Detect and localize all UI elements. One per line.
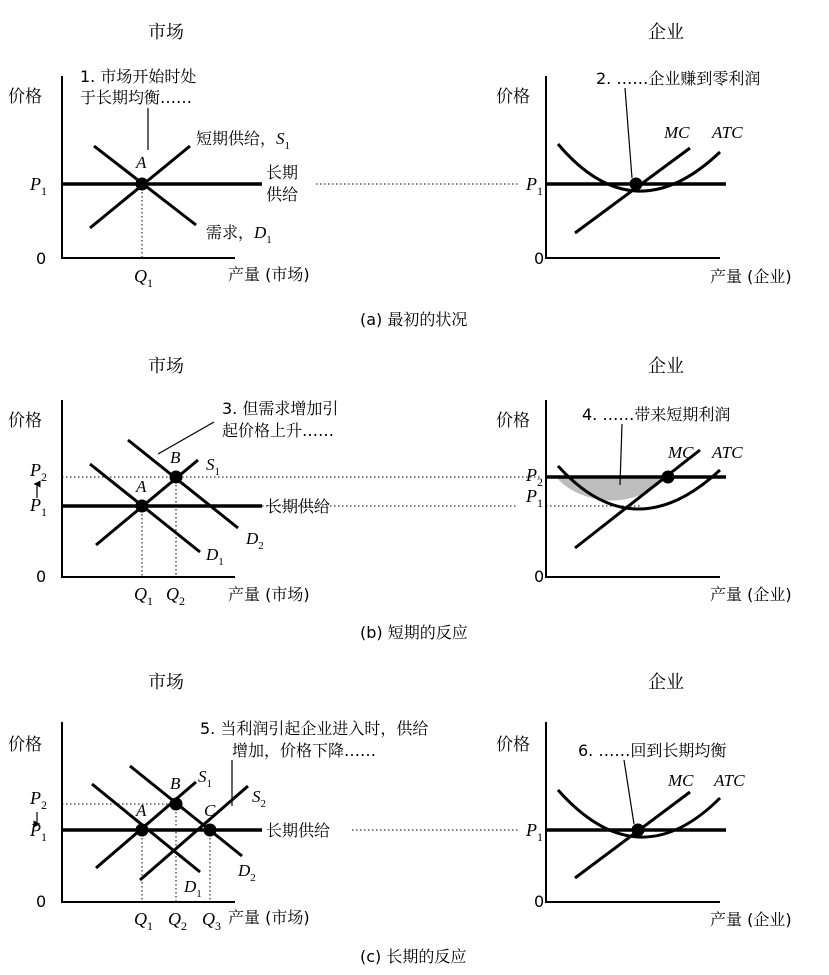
panel-a-note-1-line1: 1. 市场开始时处 (80, 67, 197, 86)
panel-a-note-2: 2. ……企业赚到零利润 (596, 69, 761, 88)
panel-c-s1-label: $S_1$ (198, 767, 212, 790)
panel-b-firm-output-dot (662, 471, 675, 484)
panel-c-firm-equilibrium-dot (632, 824, 645, 837)
panel-c-market-y-label: 价格 (8, 735, 42, 755)
panel-a-firm-equilibrium-dot (630, 178, 643, 191)
panel-c-point-a-dot (136, 824, 149, 837)
panel-c-firm-origin: 0 (534, 892, 545, 911)
panel-a-p1-label: $P_1$ (30, 174, 47, 198)
panel-b-firm-title: 企业 (648, 356, 684, 377)
panel-c-q3-label: $Q_3$ (202, 909, 221, 933)
panel-a-firm-x-label: 产量 (企业) (710, 267, 792, 286)
panel-b-d2-label: $D_2$ (246, 529, 264, 552)
panel-b-p1-label: $P_1$ (30, 495, 47, 519)
panel-a-caption: (a) 最初的状况 (360, 310, 468, 329)
panel-c-s2-label: $S_2$ (252, 787, 266, 810)
panel-a-market-origin: 0 (36, 249, 47, 268)
panel-c-mc-label: MC (668, 771, 694, 790)
panel-c-point-b-dot (170, 798, 183, 811)
panel-a-market-title: 市场 (148, 22, 184, 43)
panel-b-q2-label: $Q_2$ (166, 584, 185, 608)
panel-c-d1-label: $D_1$ (184, 877, 202, 900)
panel-c-market-origin: 0 (36, 892, 47, 911)
panel-b-market-x-label: 产量 (市场) (228, 585, 310, 604)
panel-b-caption: (b) 短期的反应 (360, 623, 468, 642)
panel-c-firm-p1-label: $P_1$ (526, 820, 543, 844)
panel-b-note-3-line1: 3. 但需求增加引 (222, 399, 339, 418)
panel-a-q1-label: $Q_1$ (134, 266, 153, 290)
panel-c-point-c-dot (204, 824, 217, 837)
panel-b-market-y-label: 价格 (8, 411, 42, 431)
panel-c-q2-label: $Q_2$ (168, 909, 187, 933)
panel-c-q1-label: $Q_1$ (134, 909, 153, 933)
panel-c-point-c-label: C (204, 801, 216, 820)
panel-a-note-1-line2: 于长期均衡…… (80, 88, 193, 107)
panel-a (8, 22, 792, 329)
panel-c-point-a-label: A (136, 801, 147, 820)
panel-c-note-5-line2: 增加，价格下降…… (232, 741, 377, 760)
panel-c-note-6: 6. ……回到长期均衡 (578, 741, 727, 760)
panel-b-firm-y-label: 价格 (496, 411, 530, 431)
panel-a-firm-title: 企业 (648, 22, 684, 43)
panel-b-note-3-line2: 起价格上升…… (222, 421, 335, 440)
panel-b-q1-label: $Q_1$ (134, 584, 153, 608)
panel-c-firm-title: 企业 (648, 672, 684, 693)
panel-c-long-run-supply-label: 长期供给 (266, 821, 331, 840)
panel-b-point-b-dot (170, 471, 183, 484)
panel-b-point-a-dot (136, 500, 149, 513)
panel-b-point-b-label: B (170, 448, 181, 467)
panel-a-point-a-label: A (136, 153, 147, 172)
panel-b-long-run-supply-label: 长期供给 (266, 497, 331, 516)
panel-a-point-a-dot (136, 178, 149, 191)
panel-a-firm-y-label: 价格 (496, 87, 530, 107)
panel-a-firm-origin: 0 (534, 249, 545, 268)
panel-a-firm-p1-label: $P_1$ (526, 174, 543, 198)
panel-c-firm-x-label: 产量 (企业) (710, 910, 792, 929)
panel-b (8, 356, 792, 642)
panel-a-long-run-supply-label-line2: 供给 (266, 185, 299, 204)
panel-b-point-a-label: A (136, 477, 147, 496)
panel-c-firm-y-label: 价格 (496, 735, 530, 755)
panel-b-s1-label: $S_1$ (206, 455, 220, 478)
panel-a-market-y-label: 价格 (8, 87, 42, 107)
panel-b-firm-origin: 0 (534, 567, 545, 586)
panel-a-market-x-label: 产量 (市场) (228, 265, 310, 284)
panel-c-mc-curve (575, 792, 690, 878)
panel-c-caption: (c) 长期的反应 (360, 947, 467, 966)
panel-c-d2-label: $D_2$ (238, 861, 256, 884)
panel-a-firm-axes (546, 76, 720, 258)
panel-c-atc-label: ATC (714, 771, 745, 790)
panel-b-market-origin: 0 (36, 567, 47, 586)
panel-b-firm-p2-label: $P_2$ (526, 465, 543, 489)
panel-a-short-run-supply-label: 短期供给，$S_1$ (196, 129, 291, 152)
panel-c-p2-label: $P_2$ (30, 788, 47, 812)
panel-b-note-4: 4. ……带来短期利润 (582, 405, 731, 424)
panel-b-market-title: 市场 (148, 356, 184, 377)
panel-b-note-3-pointer (158, 422, 214, 454)
panel-b-d1-label: $D_1$ (206, 545, 224, 568)
panel-b-mc-label: MC (668, 443, 694, 462)
panel-b-p2-label: $P_2$ (30, 460, 47, 484)
panel-a-demand-label: 需求，$D_1$ (206, 223, 272, 246)
panel-a-note-2-pointer (625, 88, 632, 178)
panel-b-atc-label: ATC (712, 443, 743, 462)
panel-c-demand-d2-curve (130, 766, 242, 856)
panel-a-mc-label: MC (664, 123, 690, 142)
panel-b-firm-p1-label: $P_1$ (526, 486, 543, 510)
panel-a-mc-curve (575, 148, 690, 233)
panel-b-firm-x-label: 产量 (企业) (710, 585, 792, 604)
panel-c-note-5-line1: 5. 当利润引起企业进入时，供给 (200, 719, 429, 738)
panel-c-market-title: 市场 (148, 672, 184, 693)
panel-c (8, 672, 792, 966)
panel-c-point-b-label: B (170, 774, 181, 793)
panel-c-market-x-label: 产量 (市场) (228, 908, 310, 927)
panel-a-atc-label: ATC (712, 123, 743, 142)
panel-a-long-run-supply-label-line1: 长期 (266, 163, 299, 182)
panel-c-p1-label: $P_1$ (30, 820, 47, 844)
panel-c-note-6-pointer (624, 760, 634, 824)
